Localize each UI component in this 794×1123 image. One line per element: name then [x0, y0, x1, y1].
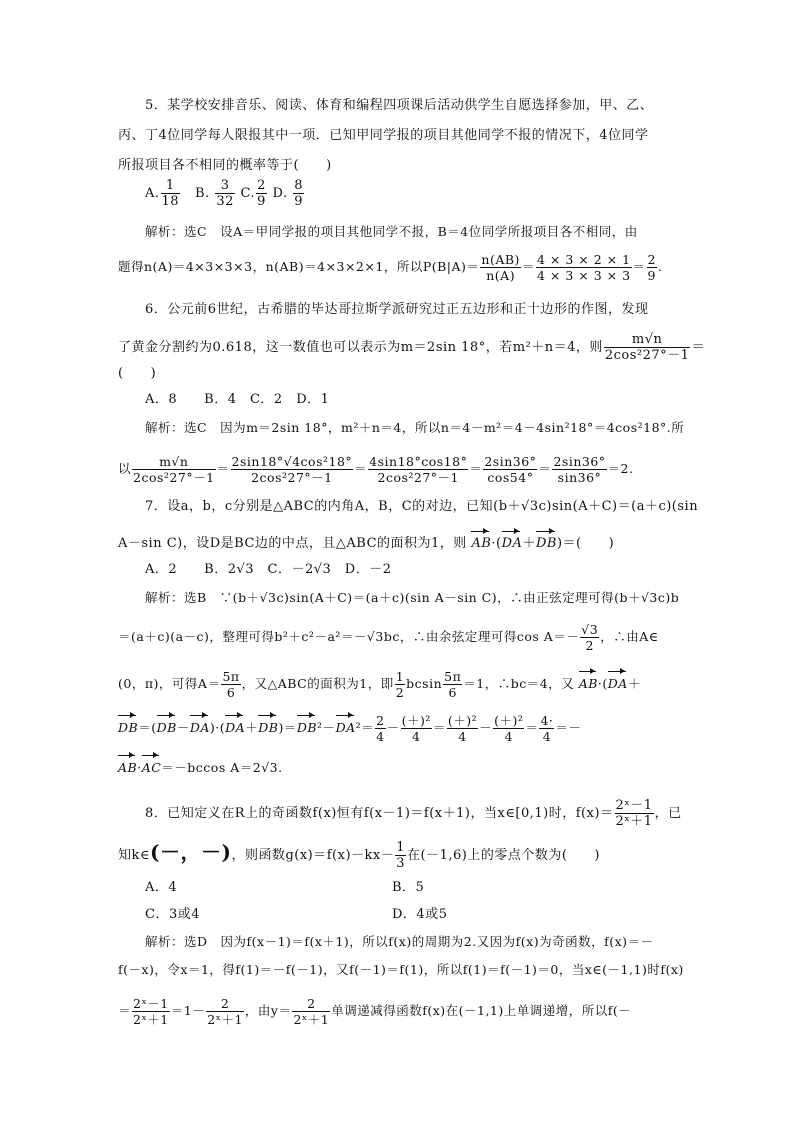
q5-line2: 丙、丁4位同学每人限报其中一项．已知甲同学报的项目其他同学不报的情况下，4位同学	[118, 128, 649, 143]
q5-solution-line1: 解析：选C 设A＝甲同学报的项目其他同学不报，B＝4位同学所报项目各不相同，由	[145, 224, 638, 239]
q6-line1: 6．公元前6世纪，古希腊的毕达哥拉斯学派研究过正五边形和正十边形的作图，发现	[145, 302, 649, 317]
q7-solution-line1: 解析：选B ∵(b＋√3c)sin(A＋C)＝(a＋c)(sin A－sin C)，∴由正弦定理可得(b＋√3c)b	[145, 590, 680, 605]
q6-line2: 了黄金分割约为0.618，这一数值也可以表示为m＝2sin 18°，若m²＋n＝4，则 $\frac{m√n}{\text{2cos²27°－1}}$ ＝	[118, 332, 705, 363]
q8-option-a: A．4	[145, 880, 178, 895]
q7-solution-line3: (0，π)，可得A＝ $\frac{5\pi}{6}$ ，又△ABC的面积为1，即 $\frac{1}{2}$ bcsin $\frac{5\pi}{6}$ ＝1，∴bc＝4，又 AB·(DA＋	[118, 669, 641, 700]
q7-line1: 7．设a，b，c分别是△ABC的内角A，B，C的对边，已知(b＋√3c)sin(A＋C)＝(a＋c)(sin	[145, 499, 699, 514]
q8-solution-line3: ＝ $\frac{\text{2ˣ－1}}{\text{2ˣ＋1}}$ ＝1－ $\frac{2}{\text{2ˣ＋1}}$ ，由y＝ $\frac{2}{\text{2ˣ＋1}}$ 单调递减得函数f(x)在(－1,1)上单调递增，所以f(－	[118, 996, 632, 1027]
q8-option-b: B．5	[392, 880, 425, 895]
q7-solution-line5: AB·AC＝－bccos A＝2√3.	[118, 752, 283, 778]
q6-line3: ( )	[118, 366, 157, 381]
q5-line3: 所报项目各不相同的概率等于( )	[118, 158, 332, 173]
q8-line2: 知k∈(－，－)，则函数g(x)＝f(x)－kx－ $\frac{1}{3}$ 在(－1,6)上的零点个数为( )	[118, 840, 600, 871]
q5-solution-line2: 题得n(A)＝4×3×3×3，n(AB)＝4×3×2×1，所以P(B|A)＝ $\frac{n(AB)}{n(A)}$ ＝ $\frac{4 \times 3 \times 2 \times 1}{4 \times 3 \times 3 \times 3}$ ＝ $\frac{2}{9}$ .	[118, 252, 663, 283]
q7-options: A．2 B．2√3 C．－2√3 D．－2	[145, 562, 392, 577]
q7-solution-line2: ＝(a＋c)(a－c)，整理可得b²＋c²－a²＝－√3bc，∴由余弦定理可得cos A＝－ $\frac{√3}{2}$ ，∴由A∈	[118, 622, 659, 653]
q8-solution-line1: 解析：选D 因为f(x－1)＝f(x＋1)，所以f(x)的周期为2.又因为f(x)为奇函数，f(x)＝－	[145, 934, 654, 949]
q5-options: A. $\frac{1}{18}$ B. $\frac{3}{32}$ C. $\frac{2}{9}$ D. $\frac{8}{9}$	[145, 178, 304, 209]
q6-solution-line1: 解析：选C 因为m＝2sin 18°，m²＋n＝4，所以n＝4－m²＝4－4sin²18°＝4cos²18°.所	[145, 420, 685, 435]
q5-line1: 5．某学校安排音乐、阅读、体育和编程四项课后活动供学生自愿选择参加，甲、乙、	[145, 98, 654, 113]
q8-option-c: C．3或4	[145, 907, 200, 922]
q7-solution-line4: DB＝(DB－DA)·(DA＋DB)＝DB²－DA²＝ $\frac{2}{4}$ － $\frac{\text{(＋)²}}{4}$ ＝ $\frac{\text{(＋)²}}{4}$ － $\frac{\text{(＋)²}}{4}$ ＝ $\frac{4\cdot}{4}$ ＝－	[118, 713, 582, 744]
q6-solution-line2: 以 $\frac{m√n}{\text{2cos²27°－1}}$ ＝ $\frac{\text{2sin18°√4cos²18°}}{\text{2cos²27°－1}}$ ＝ $\frac{4\sin 18^\circ\cos 18^\circ}{\text{2cos²27°－1}}$ ＝ $\frac{2\sin 36^\circ}{\cos 54^\circ}$ ＝ $\frac{2\sin 36^\circ}{\sin 36^\circ}$ ＝2.	[118, 454, 634, 485]
q8-line1: 8．已知定义在R上的奇函数f(x)恒有f(x－1)＝f(x＋1)，当x∈[0,1)时，f(x)＝ $\frac{\text{2ˣ－1}}{\text{2ˣ＋1}}$ ，已	[145, 798, 682, 829]
q8-option-d: D．4或5	[392, 907, 448, 922]
q7-line2: A－sin C)，设D是BC边的中点，且△ABC的面积为1，则 AB·(DA＋DB)＝( )	[118, 528, 614, 554]
q6-options: A．8 B．4 C．2 D．1	[145, 392, 330, 407]
q8-solution-line2: f(－x)，令x＝1，得f(1)＝－f(－1)，又f(－1)＝f(1)，所以f(1)＝f(－1)＝0，当x∈(－1,1)时f(x)	[118, 962, 684, 977]
